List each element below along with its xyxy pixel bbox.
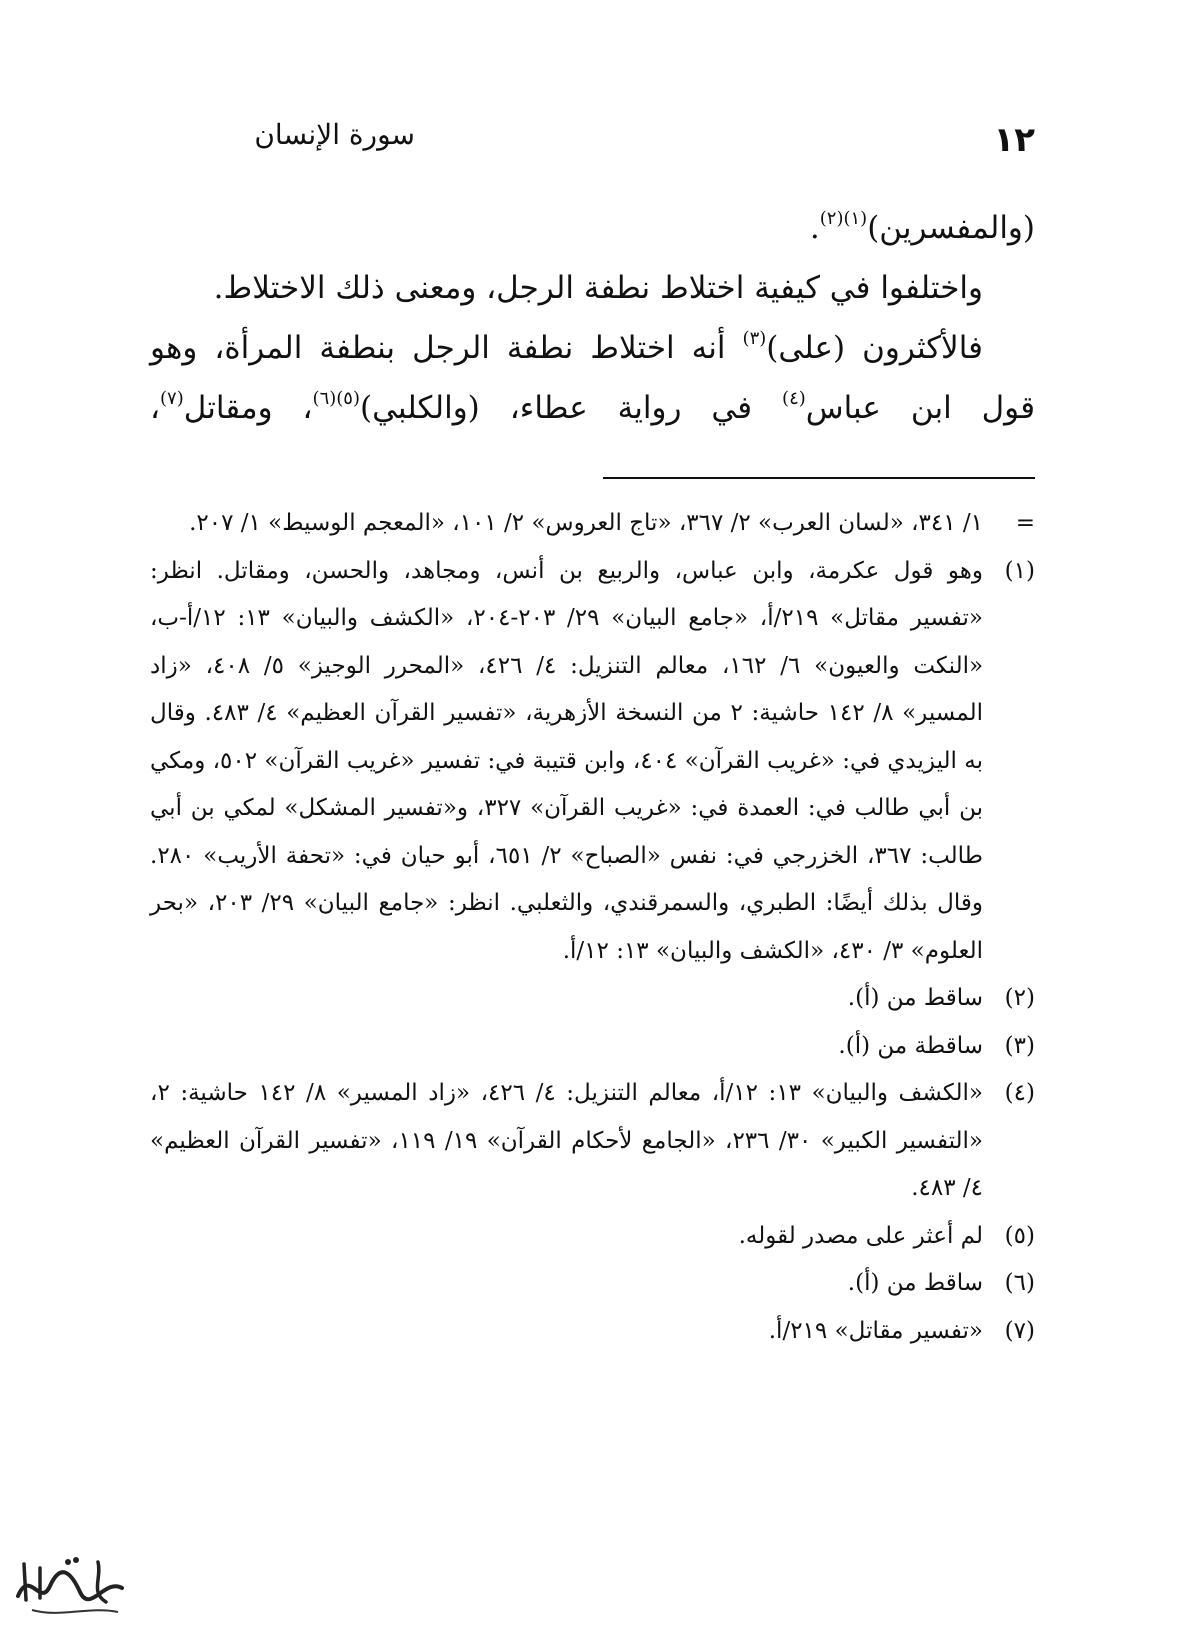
footnote-5 [150, 1213, 1035, 1261]
footnote-marker: (٥) [1004, 1222, 1035, 1249]
footnote-4 [150, 1070, 1035, 1213]
logo-calligraphy-stroke [18, 1572, 122, 1599]
main-text [150, 198, 1035, 438]
footnote-2 [150, 975, 1035, 1023]
footnote-marker: (٤) [1004, 1080, 1035, 1106]
p1-text: (والمفسرين) [867, 210, 1035, 246]
footnote-marker: (٦) [1004, 1270, 1035, 1296]
footnote-ref-5-6: (٥)(٦) [312, 388, 360, 409]
main-paragraph-1 [150, 198, 1035, 258]
footnote-1 [150, 548, 1035, 976]
main-paragraph-3 [150, 318, 1035, 438]
footnote-text: ساقط من (أ). [847, 1270, 983, 1296]
footnote-ref-1-2: (١)(٢) [819, 208, 868, 229]
footnote-ref-3: (٣) [742, 328, 767, 349]
p3-part-a: فالأكثرون (على) [766, 330, 983, 366]
logo-underline [32, 1610, 118, 1613]
footnote-text: ساقطة من (أ). [838, 1032, 983, 1059]
footnote-7 [150, 1308, 1035, 1356]
footnote-text: وهو قول عكرمة، وابن عباس، والربيع بن أنس، ومجاهد، والحسن، ومقاتل. انظر: «تفسير مقاتل» ٢١٩/أ، «جامع البيان» ٢٩/ ٢٠٣-٢٠٤، «الكشف والبيان» ١٣: ١٢/أ-ب، «النكت والعيون» ٦/ ١٦٢، معالم التنزيل: ٤/ ٤٢٦، «المحرر الوجيز» ٥/ ٤٠٨، «زاد المسير» ٨/ ١٤٢ حاشية: ٢ من النسخة الأزهرية، «تفسير القرآن العظيم» ٤/ ٤٨٣. وقال به اليزيدي في: «غريب القرآن» ٤٠٤، وابن قتيبة في: تفسير «غريب القرآن» ٥٠٢، ومكي بن أبي طالب في: العمدة في: «غريب القرآن» ٣٢٧، و«تفسير المشكل» لمكي بن أبي طالب: ٣٦٧، الخزرجي في: نفس «الصباح» ٢/ ٦٥١، أبو حيان في: «تحفة الأريب» ٢٨٠. وقال بذلك أيضًا: الطبري، والسمرقندي، والثعلبي. انظر: «جامع البيان» ٢٩/ ٢٠٣، «بحر العلوم» ٣/ ٤٣٠، «الكشف والبيان» ١٣: ١٢/أ. [150, 557, 984, 964]
footnote-text: ساقط من (أ). [847, 985, 983, 1011]
footnote-text: «الكشف والبيان» ١٣: ١٢/أ، معالم التنزيل: ٤/ ٤٢٦، «زاد المسير» ٨/ ١٤٢ حاشية: ٢، «التفسير الكبير» ٣٠/ ٢٣٦، «الجامع لأحكام القرآن» ١٩/ ١١٩، «تفسير القرآن العظيم» ٤/ ٤٨٣. [150, 1080, 984, 1201]
footnote-text: ١/ ٣٤١، «لسان العرب» ٢/ ٣٦٧، «تاج العروس» ٢/ ١٠١، «المعجم الوسيط» ١/ ٢٠٧. [189, 510, 983, 536]
footnote-marker: (٧) [1004, 1317, 1035, 1344]
p3-part-e: ، [150, 390, 161, 426]
library-logo [10, 1548, 130, 1630]
footnotes [150, 500, 1035, 1355]
footnote-text: «تفسير مقاتل» ٢١٩/أ. [768, 1317, 983, 1344]
page-header [150, 118, 1035, 168]
footnote-ref-4: (٤) [782, 388, 806, 409]
footnote-continuation [150, 500, 1035, 548]
footnote-ref-7: (٧) [160, 388, 184, 409]
footnote-marker: (١) [1004, 557, 1035, 584]
footnote-text: لم أعثر على مصدر لقوله. [738, 1222, 983, 1249]
p3-part-c: في رواية عطاء، (والكلبي) [359, 390, 783, 426]
footnote-marker: (٢) [1004, 985, 1035, 1011]
main-paragraph-2: واختلفوا في كيفية اختلاط نطفة الرجل، ومعنى ذلك الاختلاط. [213, 270, 983, 306]
continuation-marker: = [1015, 510, 1035, 536]
page-number: ١٢ [993, 120, 1035, 160]
footnote-6 [150, 1260, 1035, 1308]
logo-dot [73, 1557, 79, 1563]
p1-end: . [809, 210, 820, 246]
p3-part-b: أنه اختلاط نطفة الرجل بنطفة المرأة، وهو قول ابن عباس [150, 330, 1036, 426]
logo-dot [65, 1559, 71, 1565]
footnote-separator [603, 477, 1035, 479]
footnote-3 [150, 1023, 1035, 1071]
p3-part-d: ، ومقاتل [183, 390, 313, 426]
running-title: سورة الإنسان [254, 118, 415, 151]
footnote-marker: (٣) [1004, 1032, 1035, 1059]
